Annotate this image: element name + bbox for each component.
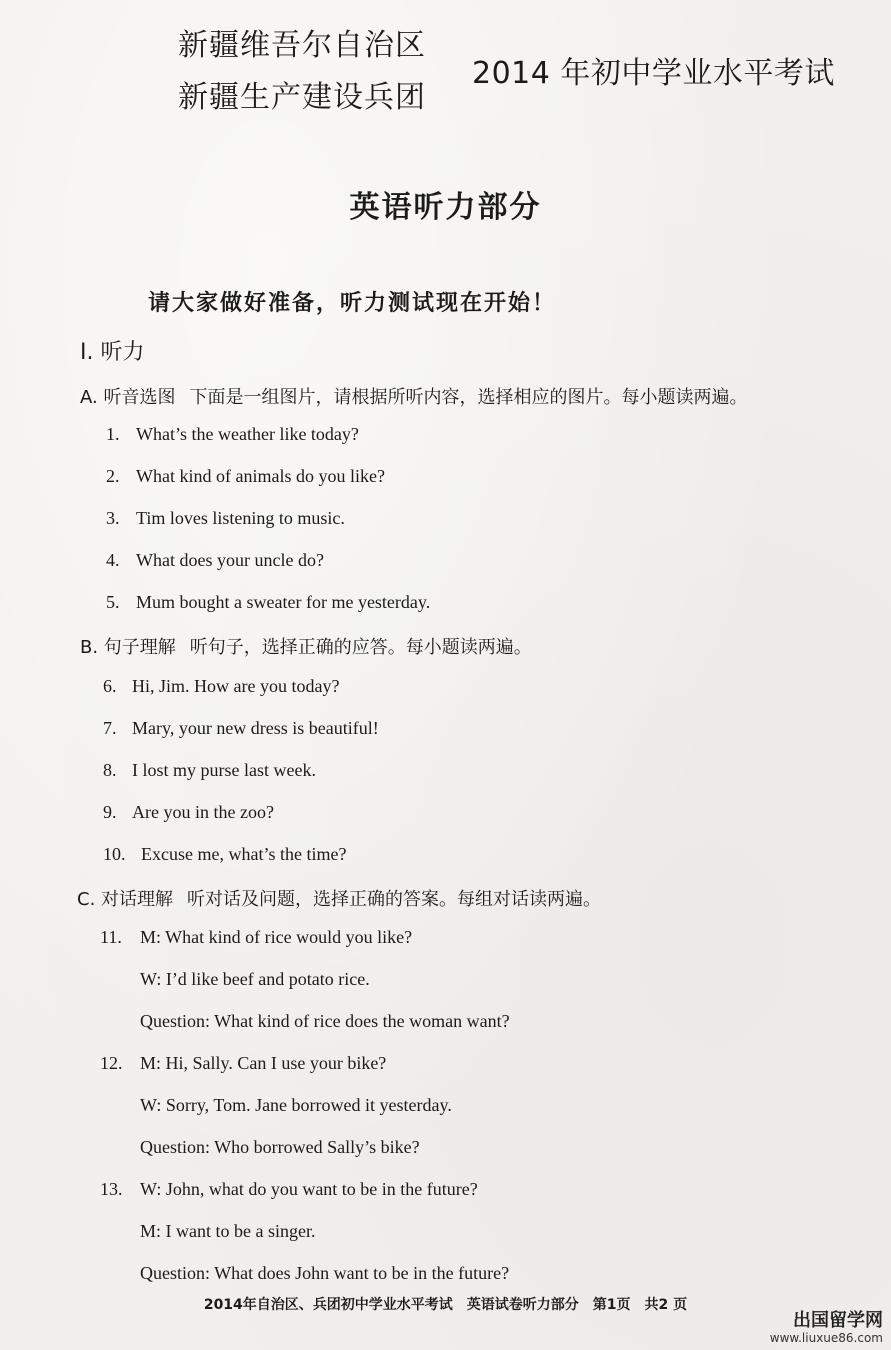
part-c-heading	[77, 885, 601, 911]
list-item: 1. What’s the weather like today?	[106, 424, 359, 444]
part-b-heading	[80, 633, 532, 659]
list-item: 8. I lost my purse last week.	[103, 760, 316, 780]
exam-title: 2014 年初中学业水平考试	[472, 56, 835, 91]
start-notice: 请大家做好准备，听力测试现在开始！	[148, 291, 557, 316]
part-a-label: A. 听音选图	[80, 387, 176, 408]
list-item: 6. Hi, Jim. How are you today?	[103, 676, 340, 696]
dialogue-question: Question: What does John want to be in the future?	[140, 1263, 510, 1283]
dialogue-question: Question: Who borrowed Sally’s bike?	[140, 1137, 420, 1157]
list-item: 9. Are you in the zoo?	[103, 802, 274, 822]
region-line-1: 新疆维吾尔自治区	[178, 28, 426, 63]
watermark-name: 出国留学网	[793, 1310, 883, 1331]
dialogue-line: M: I want to be a singer.	[140, 1221, 316, 1241]
dialogue-line: 11. M: What kind of rice would you like?	[100, 927, 413, 947]
dialogue-line: 13. W: John, what do you want to be in the future?	[100, 1179, 478, 1199]
header-region	[178, 20, 426, 124]
page-title: 英语听力部分	[349, 190, 542, 225]
list-item: 10. Excuse me, what’s the time?	[103, 844, 347, 864]
list-item: 4. What does your uncle do?	[106, 550, 324, 570]
dialogue-question: Question: What kind of rice does the woman want?	[140, 1011, 510, 1031]
part-c-instruction: 听对话及问题，选择正确的答案。每组对话读两遍。	[187, 889, 602, 910]
dialogue-line: W: Sorry, Tom. Jane borrowed it yesterday.	[140, 1095, 452, 1115]
list-item: 3. Tim loves listening to music.	[106, 508, 345, 528]
page-footer: 2014年自治区、兵团初中学业水平考试 英语试卷听力部分 第1页 共2 页	[203, 1297, 688, 1313]
region-line-2: 新疆生产建设兵团	[178, 80, 426, 115]
list-item: 2. What kind of animals do you like?	[106, 466, 385, 486]
list-item: 5. Mum bought a sweater for me yesterday.	[106, 592, 431, 612]
dialogue-line: 12. M: Hi, Sally. Can I use your bike?	[100, 1053, 387, 1073]
part-a-instruction: 下面是一组图片，请根据所听内容，选择相应的图片。每小题读两遍。	[189, 387, 748, 408]
watermark-url: www.liuxue86.com	[769, 1331, 883, 1345]
watermark-logo	[770, 1312, 883, 1344]
part-a-heading	[80, 383, 747, 409]
dialogue-line: W: I’d like beef and potato rice.	[140, 969, 370, 989]
list-item: 7. Mary, your new dress is beautiful!	[103, 718, 379, 738]
part-b-instruction: 听句子，选择正确的应答。每小题读两遍。	[189, 637, 532, 658]
part-b-label: B. 句子理解	[80, 637, 176, 658]
section-title: I. 听力	[80, 340, 145, 365]
part-c-label: C. 对话理解	[77, 889, 174, 910]
